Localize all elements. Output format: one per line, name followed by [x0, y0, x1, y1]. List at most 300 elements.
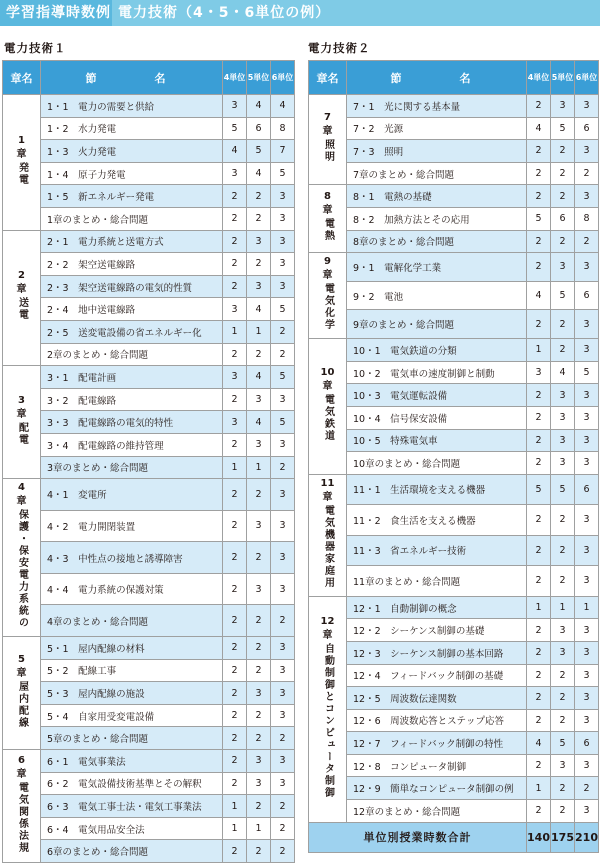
chapter-suffix: 章 [322, 205, 333, 217]
hours-u5: 4 [247, 162, 271, 185]
hours-u4: 2 [527, 406, 551, 429]
hours-u4: 2 [223, 750, 247, 773]
col-4units: 4単位 [223, 61, 247, 95]
hours-u6: 3 [575, 310, 599, 339]
chapter-number: 6 [18, 754, 25, 766]
hours-u5: 2 [551, 709, 575, 732]
hours-u5: 2 [247, 795, 271, 818]
hours-u4: 2 [527, 162, 551, 185]
section-label: 12・2 シーケンス制御の基礎 [347, 619, 527, 642]
table-row [3, 162, 295, 185]
hours-u4: 2 [223, 343, 247, 366]
hours-u6: 8 [271, 117, 295, 140]
chapter-suffix: 章 [16, 284, 27, 296]
col-4units: 4単位 [527, 61, 551, 95]
section-label: 6・3 電気工事士法・電気工事業法 [41, 795, 223, 818]
section-label: 2・2 架空送電線路 [41, 253, 223, 276]
table-row [309, 452, 599, 475]
hours-u5: 1 [247, 320, 271, 343]
hours-u4: 2 [527, 310, 551, 339]
hours-u5: 3 [247, 388, 271, 411]
section-label: 11・1 生活環境を支える機器 [347, 474, 527, 505]
section-label: 12・5 周波数伝達関数 [347, 687, 527, 710]
table-row [309, 687, 599, 710]
table-row [3, 479, 295, 511]
table-row [3, 275, 295, 298]
hours-u6: 3 [271, 230, 295, 253]
hours-u5: 3 [247, 433, 271, 456]
hours-u5: 2 [247, 343, 271, 366]
hours-u4: 5 [527, 207, 551, 230]
hours-u4: 4 [527, 117, 551, 140]
hours-u6: 6 [575, 732, 599, 755]
chapter-suffix: 章 [16, 148, 27, 160]
hours-u4: 2 [223, 704, 247, 727]
hours-u4: 1 [223, 795, 247, 818]
hours-u4: 2 [527, 185, 551, 208]
hours-u5: 4 [551, 361, 575, 384]
hours-u5: 4 [247, 95, 271, 118]
chapter-number: 10 [320, 366, 335, 378]
section-label: 8・1 電熱の基礎 [347, 185, 527, 208]
table-row [3, 388, 295, 411]
hours-u4: 2 [223, 772, 247, 795]
hours-u5: 4 [247, 298, 271, 321]
hours-u6: 2 [271, 320, 295, 343]
section-label: 5・4 自家用受変電設備 [41, 704, 223, 727]
section-label: 7章のまとめ・総合問題 [347, 162, 527, 185]
total-4units: 140 [527, 822, 551, 852]
table-row [3, 411, 295, 434]
hours-u5: 1 [247, 817, 271, 840]
hours-u5: 3 [551, 452, 575, 475]
hours-u5: 2 [247, 542, 271, 574]
chapter-number: 11 [320, 477, 335, 489]
hours-u4: 3 [223, 366, 247, 389]
section-label: 10・5 特殊電気車 [347, 429, 527, 452]
hours-u5: 2 [551, 664, 575, 687]
col-section: 節 名 [41, 61, 223, 95]
chapter-cell [309, 474, 347, 596]
section-label: 6・2 電気設備技術基準とその解釈 [41, 772, 223, 795]
col-5units: 5単位 [551, 61, 575, 95]
hours-u6: 3 [575, 535, 599, 566]
hours-u6: 8 [575, 207, 599, 230]
hours-u6: 2 [271, 817, 295, 840]
hours-u6: 7 [271, 140, 295, 163]
hours-u4: 2 [223, 510, 247, 542]
section-label: 5・2 配線工事 [41, 659, 223, 682]
table-row [309, 339, 599, 362]
chapter-number: 12 [320, 615, 335, 627]
hours-u5: 1 [551, 596, 575, 619]
hours-u5: 5 [247, 140, 271, 163]
hours-u5: 3 [551, 754, 575, 777]
hours-u6: 3 [575, 505, 599, 536]
hours-u4: 2 [223, 682, 247, 705]
hours-u6: 2 [575, 777, 599, 800]
chapter-cell [309, 339, 347, 475]
table-row [3, 95, 295, 118]
section-label: 9・1 電解化学工業 [347, 253, 527, 282]
table-row [3, 140, 295, 163]
section-label: 3・2 配電線路 [41, 388, 223, 411]
hours-u6: 3 [575, 429, 599, 452]
hours-u4: 2 [223, 573, 247, 605]
hours-u4: 2 [527, 95, 551, 118]
chapter-suffix: 章 [16, 496, 27, 508]
hours-u6: 2 [575, 230, 599, 253]
hours-u5: 6 [247, 117, 271, 140]
hours-u6: 3 [575, 339, 599, 362]
chapter-cell [3, 479, 41, 637]
hours-u6: 3 [575, 95, 599, 118]
chapter-name: 発電 [16, 161, 28, 186]
hours-u6: 5 [271, 366, 295, 389]
hours-u4: 3 [223, 95, 247, 118]
section-label: 12・1 自動制御の概念 [347, 596, 527, 619]
hours-u6: 3 [271, 207, 295, 230]
hours-u4: 4 [527, 732, 551, 755]
chapter-name: 電気化学 [322, 283, 334, 332]
hours-u5: 2 [551, 162, 575, 185]
section-label: 12・3 シーケンス制御の基本回路 [347, 641, 527, 664]
table-row [309, 281, 599, 310]
table-row [3, 542, 295, 574]
hours-u4: 2 [223, 275, 247, 298]
hours-u6: 3 [271, 750, 295, 773]
hours-u5: 3 [551, 429, 575, 452]
hours-u5: 1 [247, 456, 271, 479]
hours-u5: 2 [551, 566, 575, 597]
hours-u4: 2 [527, 709, 551, 732]
table-row [309, 95, 599, 118]
section-label: 5章のまとめ・総合問題 [41, 727, 223, 750]
hours-u6: 3 [575, 566, 599, 597]
hours-u6: 2 [271, 605, 295, 637]
chapter-name: 電熱 [322, 218, 334, 243]
chapter-name: 保護・保安電力系統の [16, 509, 28, 630]
section-label: 4・1 変電所 [41, 479, 223, 511]
hours-u4: 4 [223, 140, 247, 163]
section-label: 11・2 食生活を支える機器 [347, 505, 527, 536]
hours-u5: 3 [551, 619, 575, 642]
hours-u4: 2 [527, 641, 551, 664]
table-row [309, 474, 599, 505]
hours-u6: 3 [271, 573, 295, 605]
section-label: 7・1 光に関する基本量 [347, 95, 527, 118]
hours-u5: 2 [551, 185, 575, 208]
table-row [3, 230, 295, 253]
section-label: 8章のまとめ・総合問題 [347, 230, 527, 253]
header-title: 電力技術（4・5・6単位の例） [118, 5, 331, 21]
hours-u6: 2 [271, 727, 295, 750]
section-label: 2・5 送変電設備の省エネルギー化 [41, 320, 223, 343]
hours-u6: 5 [271, 298, 295, 321]
hours-u5: 6 [551, 207, 575, 230]
hours-u5: 2 [247, 704, 271, 727]
hours-u5: 3 [551, 95, 575, 118]
section-label: 6・1 電気事業法 [41, 750, 223, 773]
col-5units: 5単位 [247, 61, 271, 95]
section-label: 4・4 電力系統の保護対策 [41, 573, 223, 605]
table-row [309, 117, 599, 140]
col-chapter: 章名 [3, 61, 41, 95]
hours-u4: 4 [527, 281, 551, 310]
chapter-name: 自動制御とコンピュータ制御 [322, 642, 334, 799]
hours-u4: 2 [527, 384, 551, 407]
section-label: 7・3 照明 [347, 140, 527, 163]
right-table [308, 60, 599, 853]
left-table-title: 電力技術１ [4, 41, 67, 55]
hours-u6: 6 [575, 474, 599, 505]
hours-u6: 2 [271, 343, 295, 366]
header-label: 学習指導時数例 [0, 0, 112, 26]
hours-u6: 1 [575, 596, 599, 619]
table-row [309, 207, 599, 230]
section-label: 12・6 周波数応答とステップ応答 [347, 709, 527, 732]
section-label: 5・3 屋内配線の施設 [41, 682, 223, 705]
total-row [309, 822, 599, 852]
chapter-number: 4 [18, 482, 25, 494]
chapter-cell [3, 230, 41, 366]
hours-u4: 2 [223, 433, 247, 456]
table-row [309, 754, 599, 777]
hours-u5: 5 [551, 281, 575, 310]
hours-u4: 1 [223, 456, 247, 479]
chapter-name: 電気関係法規 [16, 781, 28, 854]
section-label: 12章のまとめ・総合問題 [347, 800, 527, 823]
hours-u4: 2 [223, 185, 247, 208]
table-row [309, 505, 599, 536]
section-label: 12・8 コンピュータ制御 [347, 754, 527, 777]
left-table [2, 60, 295, 863]
hours-u5: 2 [247, 840, 271, 863]
chapter-name: 照明 [322, 139, 334, 164]
section-label: 9・2 電池 [347, 281, 527, 310]
hours-u6: 2 [271, 456, 295, 479]
hours-u4: 3 [527, 361, 551, 384]
hours-u6: 3 [575, 406, 599, 429]
hours-u6: 3 [575, 185, 599, 208]
section-label: 6・4 電気用品安全法 [41, 817, 223, 840]
hours-u5: 3 [551, 406, 575, 429]
hours-u4: 1 [223, 817, 247, 840]
hours-u4: 2 [527, 566, 551, 597]
hours-u6: 3 [271, 253, 295, 276]
hours-u4: 2 [223, 542, 247, 574]
hours-u4: 2 [527, 230, 551, 253]
hours-u5: 2 [247, 253, 271, 276]
hours-u5: 4 [247, 366, 271, 389]
hours-u4: 3 [223, 298, 247, 321]
section-label: 12・7 フィードバック制御の特性 [347, 732, 527, 755]
hours-u4: 2 [527, 505, 551, 536]
hours-u6: 3 [271, 637, 295, 660]
section-label: 4章のまとめ・総合問題 [41, 605, 223, 637]
section-label: 8・2 加熱方法とその応用 [347, 207, 527, 230]
col-6units: 6単位 [271, 61, 295, 95]
hours-u6: 6 [575, 117, 599, 140]
hours-u6: 6 [575, 281, 599, 310]
hours-u5: 3 [247, 510, 271, 542]
hours-u6: 5 [271, 162, 295, 185]
hours-u4: 5 [223, 117, 247, 140]
table-row [3, 207, 295, 230]
hours-u5: 3 [247, 275, 271, 298]
chapter-name: 電気機器家庭用 [322, 504, 334, 589]
hours-u4: 5 [527, 474, 551, 505]
section-label: 10章のまとめ・総合問題 [347, 452, 527, 475]
hours-u4: 2 [527, 687, 551, 710]
hours-u6: 3 [575, 452, 599, 475]
table-row [3, 510, 295, 542]
chapter-cell [309, 253, 347, 339]
section-label: 3・3 配電線路の電気的特性 [41, 411, 223, 434]
hours-u5: 2 [551, 230, 575, 253]
hours-u6: 3 [575, 619, 599, 642]
hours-u5: 2 [247, 605, 271, 637]
hours-u4: 2 [527, 452, 551, 475]
chapter-number: 3 [18, 394, 25, 406]
hours-u4: 2 [527, 800, 551, 823]
total-label: 単位別授業時数合計 [309, 822, 527, 852]
chapter-name: 配電 [16, 421, 28, 446]
table-row [3, 366, 295, 389]
table-row [3, 817, 295, 840]
section-label: 1・2 水力発電 [41, 117, 223, 140]
table-row [309, 361, 599, 384]
hours-u5: 2 [247, 637, 271, 660]
section-label: 5・1 屋内配線の材料 [41, 637, 223, 660]
hours-u5: 2 [551, 777, 575, 800]
hours-u4: 1 [223, 320, 247, 343]
section-label: 1・1 電力の需要と供給 [41, 95, 223, 118]
chapter-name: 電気鉄道 [322, 393, 334, 442]
page-header [0, 0, 600, 26]
table-row [309, 664, 599, 687]
hours-u5: 2 [551, 687, 575, 710]
section-label: 4・2 電力開閉装置 [41, 510, 223, 542]
table-row [3, 704, 295, 727]
section-label: 10・4 信号保安設備 [347, 406, 527, 429]
section-label: 11・3 省エネルギー技術 [347, 535, 527, 566]
chapter-cell [309, 95, 347, 185]
section-label: 2章のまとめ・総合問題 [41, 343, 223, 366]
table-row [309, 732, 599, 755]
right-table-title: 電力技術２ [308, 41, 371, 55]
section-label: 4・3 中性点の接地と誘導障害 [41, 542, 223, 574]
chapter-number: 5 [18, 653, 25, 665]
table-row [3, 682, 295, 705]
chapter-suffix: 章 [16, 667, 27, 679]
total-6units: 210 [575, 822, 599, 852]
hours-u5: 3 [247, 573, 271, 605]
col-6units: 6単位 [575, 61, 599, 95]
hours-u4: 2 [527, 664, 551, 687]
section-label: 2・4 地中送電線路 [41, 298, 223, 321]
hours-u6: 3 [271, 433, 295, 456]
hours-u6: 3 [271, 510, 295, 542]
chapter-suffix: 章 [16, 408, 27, 420]
table-row [309, 140, 599, 163]
hours-u4: 2 [223, 727, 247, 750]
section-label: 1章のまとめ・総合問題 [41, 207, 223, 230]
hours-u4: 2 [527, 754, 551, 777]
total-5units: 175 [551, 822, 575, 852]
chapter-name: 送電 [16, 297, 28, 322]
hours-u5: 2 [551, 800, 575, 823]
hours-u5: 2 [551, 505, 575, 536]
table-row [3, 117, 295, 140]
hours-u4: 2 [223, 605, 247, 637]
chapter-name: 屋内配線 [16, 680, 28, 729]
section-label: 12・4 フィードバック制御の基礎 [347, 664, 527, 687]
section-label: 10・2 電気車の速度制御と制動 [347, 361, 527, 384]
hours-u4: 3 [223, 411, 247, 434]
section-label: 12・9 簡単なコンピュータ制御の例 [347, 777, 527, 800]
hours-u4: 2 [223, 207, 247, 230]
hours-u5: 3 [551, 253, 575, 282]
hours-u4: 2 [527, 253, 551, 282]
table-row [3, 659, 295, 682]
hours-u6: 3 [271, 682, 295, 705]
hours-u5: 2 [247, 479, 271, 511]
section-label: 1・5 新エネルギー発電 [41, 185, 223, 208]
table-row [309, 310, 599, 339]
hours-u6: 3 [271, 388, 295, 411]
chapter-number: 1 [18, 134, 25, 146]
hours-u6: 3 [271, 275, 295, 298]
hours-u5: 5 [551, 474, 575, 505]
hours-u5: 3 [247, 682, 271, 705]
table-row [3, 573, 295, 605]
hours-u6: 3 [575, 754, 599, 777]
table-row [309, 253, 599, 282]
hours-u6: 2 [271, 795, 295, 818]
hours-u5: 3 [247, 750, 271, 773]
table-row [309, 709, 599, 732]
hours-u6: 3 [575, 709, 599, 732]
chapter-suffix: 章 [322, 629, 333, 641]
hours-u5: 2 [247, 727, 271, 750]
hours-u4: 1 [527, 777, 551, 800]
hours-u4: 1 [527, 596, 551, 619]
table-row [3, 253, 295, 276]
section-label: 1・4 原子力発電 [41, 162, 223, 185]
table-row [3, 320, 295, 343]
table-row [3, 772, 295, 795]
hours-u6: 3 [575, 384, 599, 407]
section-label: 3・1 配電計画 [41, 366, 223, 389]
hours-u4: 2 [223, 659, 247, 682]
table-row [309, 535, 599, 566]
section-label: 3・4 配電線路の維持管理 [41, 433, 223, 456]
hours-u6: 2 [271, 840, 295, 863]
chapter-cell [3, 366, 41, 479]
table-row [3, 637, 295, 660]
hours-u6: 3 [575, 253, 599, 282]
section-label: 9章のまとめ・総合問題 [347, 310, 527, 339]
table-row [309, 777, 599, 800]
hours-u6: 3 [271, 479, 295, 511]
chapter-cell [309, 596, 347, 822]
hours-u5: 5 [551, 732, 575, 755]
hours-u6: 3 [271, 704, 295, 727]
hours-u4: 2 [223, 479, 247, 511]
table-row [3, 343, 295, 366]
chapter-suffix: 章 [322, 126, 333, 138]
